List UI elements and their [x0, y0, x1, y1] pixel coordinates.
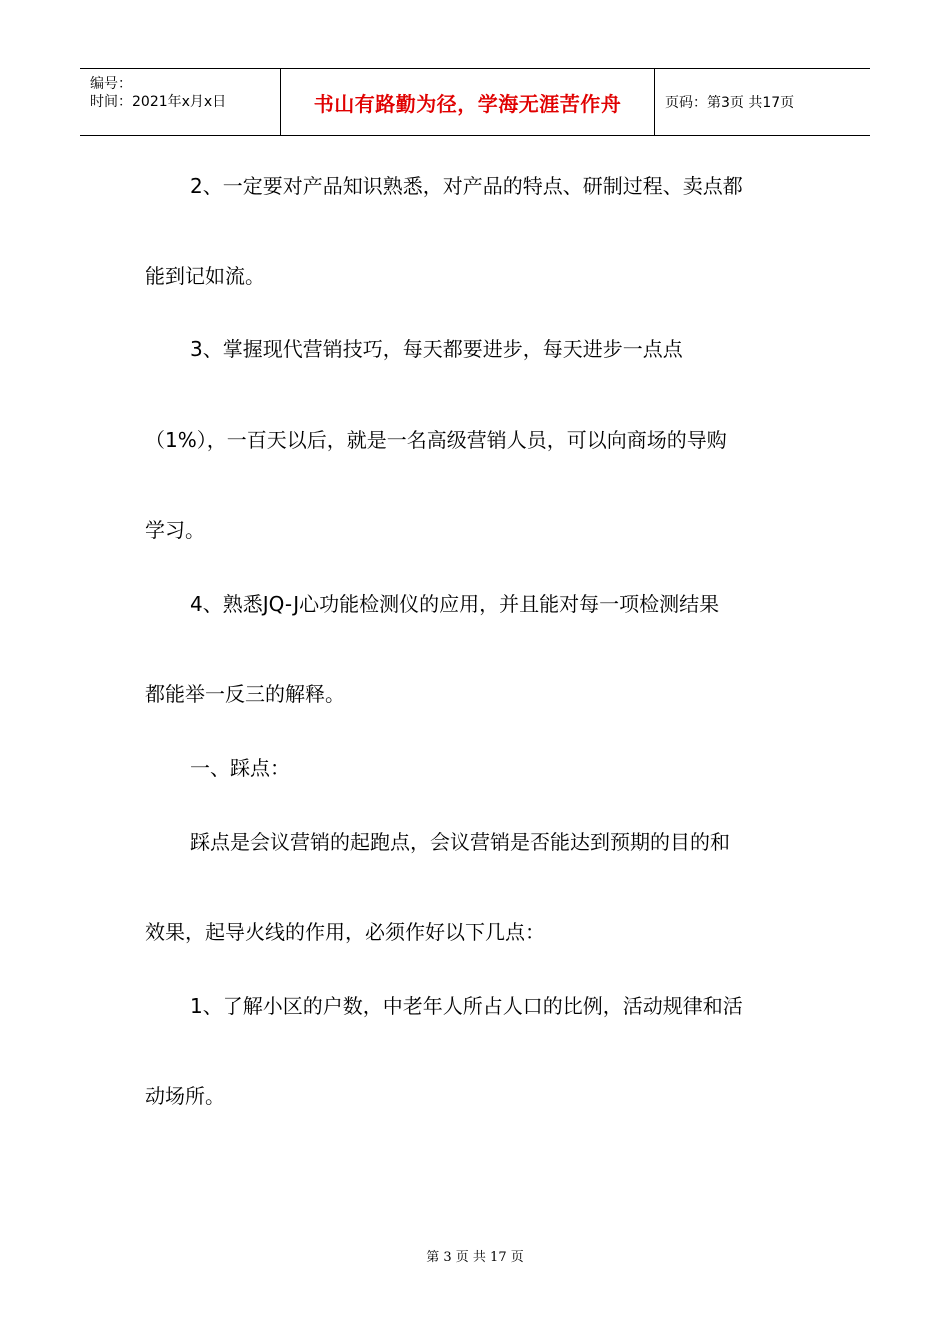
body-line: 动场所。	[145, 1084, 225, 1108]
body-line: 踩点是会议营销的起跑点，会议营销是否能达到预期的目的和	[190, 830, 730, 854]
section-heading: 一、踩点：	[190, 756, 290, 780]
body-line: 学习。	[145, 518, 205, 542]
body-line: 2、一定要对产品知识熟悉，对产品的特点、研制过程、卖点都	[190, 174, 743, 198]
header-page-info-cell	[655, 69, 870, 135]
header-motto: 书山有路勤为径，学海无涯苦作舟	[313, 91, 622, 116]
body-line: 都能举一反三的解释。	[145, 682, 345, 706]
page-header	[80, 68, 870, 136]
body-line: 效果，起导火线的作用，必须作好以下几点：	[145, 920, 545, 944]
body-line: （1%），一百天以后，就是一名高级营销人员，可以向商场的导购	[145, 428, 727, 452]
body-line: 3、掌握现代营销技巧，每天都要进步，每天进步一点点	[190, 337, 683, 361]
document-number-label: 编号：	[90, 76, 132, 92]
header-page-info: 页码：第3页 共17页	[665, 95, 795, 111]
page-footer: 第 3 页 共 17 页	[426, 1250, 524, 1265]
document-date-label: 时间：2021年x月x日	[90, 94, 227, 110]
header-motto-cell	[281, 69, 655, 135]
body-line: 1、了解小区的户数，中老年人所占人口的比例，活动规律和活	[190, 994, 743, 1018]
body-line: 4、熟悉JQ-J心功能检测仪的应用，并且能对每一项检测结果	[190, 592, 720, 616]
header-meta-cell	[80, 69, 281, 135]
body-line: 能到记如流。	[145, 264, 265, 288]
